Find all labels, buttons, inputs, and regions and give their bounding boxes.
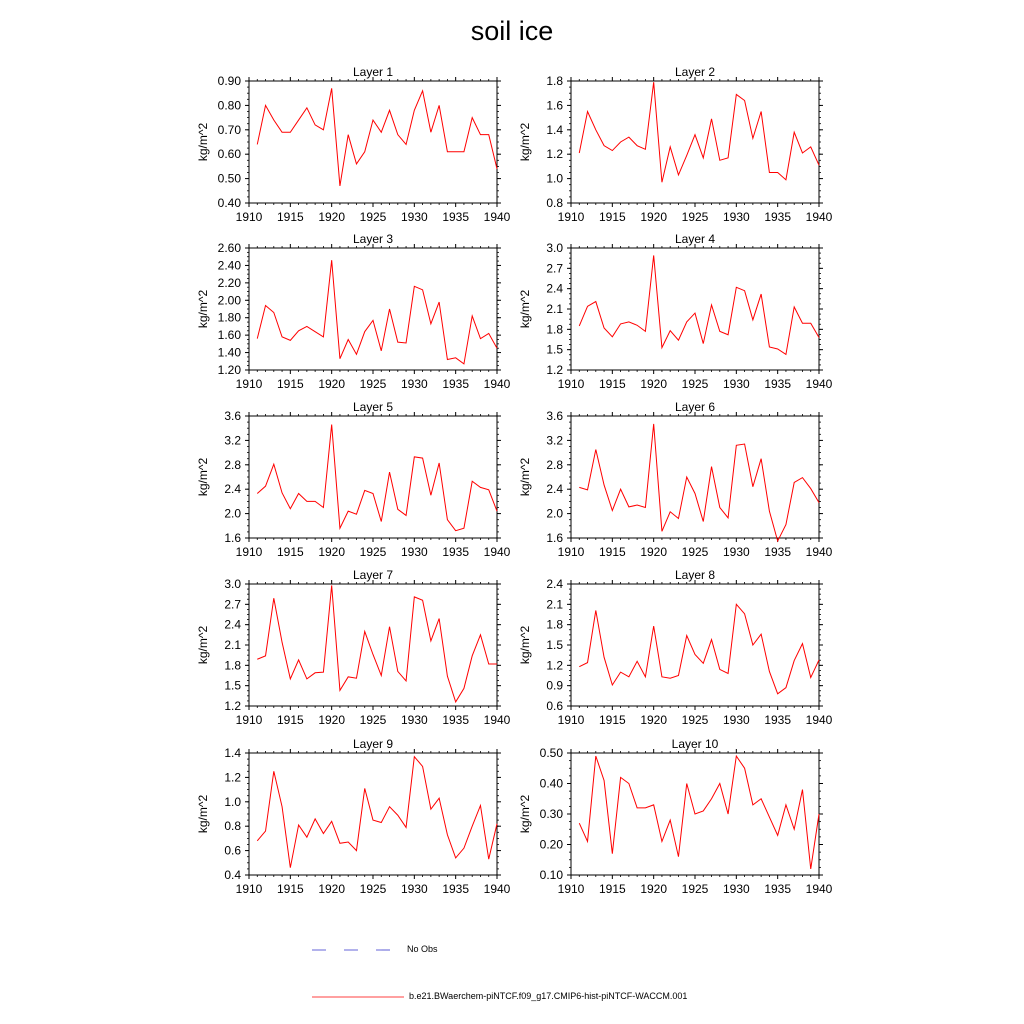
panel-layer-4 — [518, 232, 833, 391]
x-tick-label: 1915 — [598, 882, 626, 896]
y-tick-label: 2.0 — [224, 506, 241, 521]
x-tick-label: 1925 — [681, 210, 709, 224]
x-tick-label: 1910 — [557, 882, 585, 896]
y-tick-label: 0.8 — [224, 819, 241, 834]
y-tick-label: 1.2 — [546, 147, 563, 162]
y-tick-label: 2.1 — [546, 597, 563, 612]
x-tick-label: 1915 — [276, 210, 304, 224]
x-tick-label: 1915 — [598, 713, 626, 727]
x-tick-label: 1940 — [483, 545, 511, 559]
x-tick-label: 1915 — [598, 545, 626, 559]
series-line — [257, 757, 497, 868]
x-tick-label: 1920 — [640, 377, 668, 391]
plot-frame — [249, 584, 497, 706]
x-tick-label: 1940 — [483, 882, 511, 896]
y-tick-label: 0.9 — [546, 678, 563, 693]
x-tick-label: 1935 — [442, 210, 470, 224]
x-tick-label: 1935 — [764, 882, 792, 896]
y-tick-label: 1.4 — [224, 746, 241, 760]
plot-frame — [571, 584, 819, 706]
y-tick-label: 1.5 — [224, 678, 241, 693]
y-tick-label: 3.2 — [224, 433, 241, 448]
series-line — [579, 255, 819, 354]
x-tick-label: 1925 — [681, 545, 709, 559]
y-tick-label: 1.0 — [224, 794, 241, 809]
series-line — [257, 425, 497, 531]
x-tick-label: 1940 — [483, 210, 511, 224]
x-tick-label: 1935 — [442, 545, 470, 559]
x-tick-label: 1940 — [805, 882, 833, 896]
y-tick-label: 2.4 — [546, 482, 563, 497]
y-tick-label: 3.6 — [546, 409, 563, 423]
y-tick-label: 1.0 — [546, 171, 563, 186]
y-tick-label: 1.6 — [546, 531, 563, 545]
y-tick-label: 0.6 — [546, 699, 563, 713]
y-axis-label: kg/m^2 — [196, 794, 210, 834]
x-tick-label: 1930 — [400, 713, 428, 727]
panel-title: Layer 3 — [352, 232, 394, 246]
x-tick-label: 1920 — [640, 210, 668, 224]
x-tick-label: 1920 — [318, 545, 346, 559]
plot-frame — [249, 416, 497, 538]
x-tick-label: 1935 — [442, 882, 470, 896]
series-line — [257, 88, 497, 186]
x-tick-label: 1930 — [722, 713, 750, 727]
x-tick-label: 1940 — [483, 713, 511, 727]
panel-title: Layer 9 — [352, 737, 394, 751]
y-tick-label: 2.00 — [217, 293, 241, 308]
y-tick-label: 2.60 — [217, 241, 241, 255]
y-tick-label: 1.2 — [224, 770, 241, 785]
x-tick-label: 1925 — [681, 377, 709, 391]
y-tick-label: 1.6 — [224, 531, 241, 545]
x-tick-label: 1940 — [483, 377, 511, 391]
panel-title: Layer 4 — [674, 232, 716, 246]
y-axis-label: kg/m^2 — [518, 289, 532, 329]
y-tick-label: 0.70 — [217, 122, 241, 137]
x-tick-label: 1930 — [400, 882, 428, 896]
series-line — [257, 260, 497, 364]
y-tick-label: 0.90 — [217, 74, 241, 88]
y-tick-label: 2.4 — [546, 577, 563, 591]
y-tick-label: 2.1 — [546, 302, 563, 316]
y-axis-label: kg/m^2 — [518, 794, 532, 834]
x-tick-label: 1915 — [598, 377, 626, 391]
x-tick-label: 1940 — [805, 713, 833, 727]
x-tick-label: 1910 — [557, 713, 585, 727]
series-line — [579, 756, 819, 869]
x-tick-label: 1910 — [557, 210, 585, 224]
y-axis-label: kg/m^2 — [196, 289, 210, 329]
panel-title: Layer 5 — [352, 400, 394, 414]
panel-title: Layer 6 — [674, 400, 716, 414]
y-tick-label: 1.2 — [224, 699, 241, 713]
x-tick-label: 1935 — [442, 713, 470, 727]
x-tick-label: 1925 — [681, 882, 709, 896]
x-tick-label: 1915 — [598, 210, 626, 224]
panel-layer-5 — [196, 400, 511, 559]
panel-title: Layer 8 — [674, 568, 716, 582]
y-tick-label: 2.40 — [217, 258, 241, 273]
x-tick-label: 1920 — [318, 882, 346, 896]
x-tick-label: 1920 — [318, 713, 346, 727]
x-tick-label: 1910 — [235, 377, 263, 391]
x-tick-label: 1930 — [400, 377, 428, 391]
x-tick-label: 1920 — [318, 377, 346, 391]
x-tick-label: 1935 — [764, 713, 792, 727]
x-tick-label: 1910 — [557, 545, 585, 559]
x-tick-label: 1935 — [442, 377, 470, 391]
x-tick-label: 1920 — [640, 545, 668, 559]
x-tick-label: 1915 — [276, 377, 304, 391]
y-tick-label: 0.50 — [539, 746, 563, 760]
y-axis-label: kg/m^2 — [518, 625, 532, 665]
y-tick-label: 1.5 — [546, 342, 563, 357]
plot-frame — [249, 753, 497, 875]
y-tick-label: 1.8 — [546, 74, 563, 88]
panel-title: Layer 2 — [674, 65, 716, 79]
y-tick-label: 0.6 — [224, 843, 241, 858]
x-tick-label: 1940 — [805, 377, 833, 391]
plot-frame — [571, 81, 819, 203]
y-tick-label: 3.0 — [224, 577, 241, 591]
panel-layer-3 — [196, 232, 511, 391]
x-tick-label: 1935 — [764, 210, 792, 224]
y-tick-label: 0.4 — [224, 868, 241, 882]
y-tick-label: 0.50 — [217, 171, 241, 186]
y-tick-label: 2.7 — [224, 597, 241, 612]
x-tick-label: 1910 — [235, 882, 263, 896]
y-tick-label: 2.7 — [546, 261, 563, 276]
x-tick-label: 1930 — [400, 210, 428, 224]
y-tick-label: 1.60 — [217, 328, 241, 343]
x-tick-label: 1930 — [400, 545, 428, 559]
x-tick-label: 1920 — [640, 882, 668, 896]
y-axis-label: kg/m^2 — [196, 457, 210, 497]
x-tick-label: 1930 — [722, 377, 750, 391]
panel-layer-10 — [518, 737, 833, 896]
x-tick-label: 1930 — [722, 210, 750, 224]
x-tick-label: 1925 — [359, 882, 387, 896]
x-tick-label: 1915 — [276, 882, 304, 896]
panel-layer-8 — [518, 568, 833, 727]
x-tick-label: 1925 — [359, 210, 387, 224]
x-tick-label: 1910 — [235, 545, 263, 559]
y-tick-label: 2.20 — [217, 275, 241, 290]
y-tick-label: 1.80 — [217, 310, 241, 325]
y-axis-label: kg/m^2 — [518, 122, 532, 162]
series-line — [579, 82, 819, 182]
panel-layer-6 — [518, 400, 833, 559]
y-tick-label: 1.8 — [546, 617, 563, 632]
x-tick-label: 1910 — [557, 377, 585, 391]
x-tick-label: 1915 — [276, 545, 304, 559]
x-tick-label: 1910 — [235, 713, 263, 727]
panel-title: Layer 10 — [671, 737, 719, 751]
x-tick-label: 1940 — [805, 210, 833, 224]
y-tick-label: 2.1 — [224, 638, 241, 652]
y-tick-label: 0.30 — [539, 807, 563, 821]
y-axis-label: kg/m^2 — [196, 625, 210, 665]
y-tick-label: 1.5 — [546, 638, 563, 652]
y-tick-label: 2.4 — [224, 482, 241, 497]
legend — [312, 950, 404, 997]
plot-frame — [571, 416, 819, 538]
x-tick-label: 1925 — [681, 713, 709, 727]
panel-layer-7 — [196, 568, 511, 727]
x-tick-label: 1925 — [359, 713, 387, 727]
plot-frame — [249, 81, 497, 203]
x-tick-label: 1935 — [764, 545, 792, 559]
y-tick-label: 0.20 — [539, 837, 563, 852]
x-tick-label: 1930 — [722, 882, 750, 896]
y-tick-label: 1.4 — [546, 122, 563, 137]
chart-panels — [196, 65, 833, 896]
x-tick-label: 1910 — [235, 210, 263, 224]
x-tick-label: 1920 — [318, 210, 346, 224]
y-tick-label: 1.2 — [546, 363, 563, 377]
y-tick-label: 1.40 — [217, 345, 241, 360]
panel-title: Layer 1 — [352, 65, 394, 79]
x-tick-label: 1925 — [359, 377, 387, 391]
y-tick-label: 3.6 — [224, 409, 241, 423]
x-tick-label: 1930 — [722, 545, 750, 559]
x-tick-label: 1915 — [276, 713, 304, 727]
series-line — [257, 585, 497, 702]
figure-title: soil ice — [470, 16, 554, 46]
y-tick-label: 0.8 — [546, 196, 563, 210]
y-tick-label: 1.8 — [546, 322, 563, 337]
series-line — [579, 604, 819, 693]
y-axis-label: kg/m^2 — [518, 457, 532, 497]
y-tick-label: 0.40 — [539, 776, 563, 791]
plot-frame — [249, 248, 497, 370]
y-tick-label: 0.80 — [217, 98, 241, 113]
panel-layer-9 — [196, 737, 511, 896]
y-tick-label: 0.40 — [217, 196, 241, 210]
y-tick-label: 1.20 — [217, 363, 241, 377]
series-line — [579, 424, 819, 541]
x-tick-label: 1935 — [764, 377, 792, 391]
x-tick-label: 1920 — [640, 713, 668, 727]
y-tick-label: 1.2 — [546, 658, 563, 673]
y-tick-label: 3.2 — [546, 433, 563, 448]
y-tick-label: 2.4 — [546, 281, 563, 296]
y-axis-label: kg/m^2 — [196, 122, 210, 162]
panel-title: Layer 7 — [352, 568, 394, 582]
panel-layer-2 — [518, 65, 833, 224]
y-tick-label: 3.0 — [546, 241, 563, 255]
x-tick-label: 1925 — [359, 545, 387, 559]
y-tick-label: 0.10 — [539, 868, 563, 882]
panel-layer-1 — [196, 65, 511, 224]
legend-obs-label: No Obs — [407, 944, 438, 954]
y-tick-label: 2.4 — [224, 617, 241, 632]
legend-model-label: b.e21.BWaerchem-piNTCF.f09_g17.CMIP6-hist-piNTCF-WACCM.001 — [409, 991, 688, 1001]
y-tick-label: 2.0 — [546, 506, 563, 521]
y-tick-label: 2.8 — [546, 457, 563, 472]
y-tick-label: 1.8 — [224, 658, 241, 673]
y-tick-label: 1.6 — [546, 98, 563, 113]
y-tick-label: 2.8 — [224, 457, 241, 472]
y-tick-label: 0.60 — [217, 147, 241, 162]
x-tick-label: 1940 — [805, 545, 833, 559]
